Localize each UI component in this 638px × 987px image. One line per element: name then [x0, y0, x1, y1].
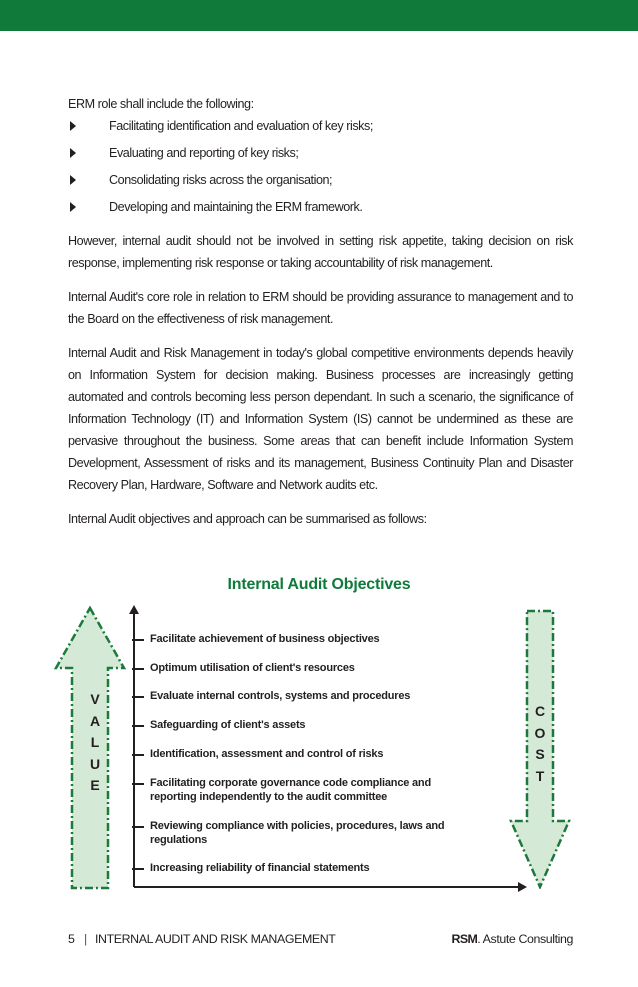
diagram-title: Internal Audit Objectives: [227, 576, 411, 593]
brand-name: Astute Consulting: [482, 932, 573, 946]
tick-mark: [132, 696, 144, 698]
brand-logo-text: RSM: [451, 932, 478, 946]
tick-mark: [132, 783, 144, 785]
tick-mark: [132, 754, 144, 756]
intro-line: ERM role shall include the following:: [68, 97, 254, 111]
objective-item: Facilitate achievement of business objectives: [150, 633, 450, 647]
bullet-item: Evaluating and reporting of key risks;: [68, 142, 573, 169]
objective-item: Optimum utilisation of client's resources: [150, 662, 450, 676]
footer-doc-title: INTERNAL AUDIT AND RISK MANAGEMENT: [95, 932, 336, 946]
header-bar: [0, 0, 638, 31]
bullet-triangle-icon: [70, 121, 76, 131]
paragraph: Internal Audit's core role in relation to ERM should be providing assurance to management and to the Board on the effectiveness of risk management.: [68, 290, 573, 326]
objective-item: Identification, assessment and control of risks: [150, 748, 450, 762]
page-number: 5: [68, 932, 75, 946]
footer-brand: RSM. Astute Consulting: [451, 932, 573, 946]
objective-item: Reviewing compliance with policies, procedures, laws and regulations: [150, 820, 450, 847]
tick-mark: [132, 639, 144, 641]
objective-item: Safeguarding of client's assets: [150, 719, 450, 733]
footer-separator: |: [84, 932, 87, 946]
bullet-item: Facilitating identification and evaluation of key risks;: [68, 115, 573, 142]
cost-label: C O S T: [534, 703, 546, 784]
tick-mark: [132, 725, 144, 727]
paragraph: Internal Audit objectives and approach can be summarised as follows:: [68, 512, 427, 526]
bullet-item: Developing and maintaining the ERM framework.: [68, 196, 573, 223]
paragraph: Internal Audit and Risk Management in today's global competitive environments depends heavily on Information System for decision making. Business processes are increasingly getting automated and controls becoming less person dependant. In such a scenario, the significance of Information Technology (IT) and Information System (IS) cannot be undermined as these are pervasive throughout the business. Some areas that can benefit include Information System Development, Assessment of risks and its management, Business Continuity Plan and Disaster Recovery Plan, Hardware, Software and Network audits etc.: [68, 346, 573, 492]
page-footer: [68, 932, 573, 950]
objective-item: Facilitating corporate governance code compliance and reporting independently to the audit committee: [150, 777, 450, 804]
bullet-triangle-icon: [70, 175, 76, 185]
bullet-item: Consolidating risks across the organisation;: [68, 169, 573, 196]
value-label: V A L U E: [89, 691, 101, 793]
body-text: [68, 93, 573, 542]
bullet-triangle-icon: [70, 202, 76, 212]
tick-mark: [132, 668, 144, 670]
tick-mark: [132, 826, 144, 828]
paragraph: However, internal audit should not be involved in setting risk appetite, taking decision on risk response, implementing risk response or taking accountability of risk management.: [68, 234, 573, 270]
objective-item: Increasing reliability of financial statements: [150, 862, 450, 876]
bullet-triangle-icon: [70, 148, 76, 158]
objective-item: Evaluate internal controls, systems and procedures: [150, 690, 450, 704]
bullet-list: [68, 115, 573, 223]
tick-mark: [132, 868, 144, 870]
